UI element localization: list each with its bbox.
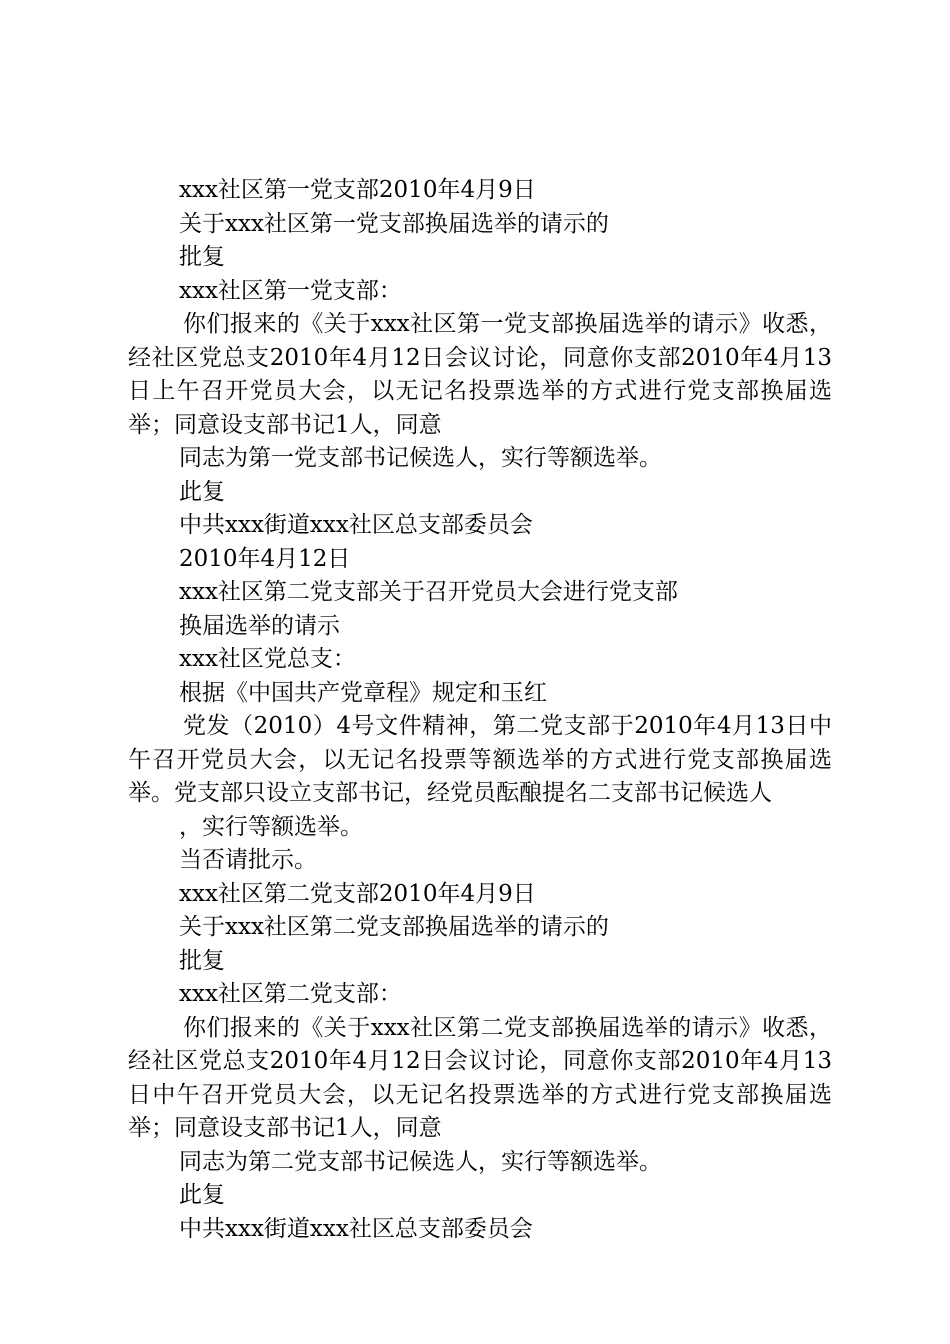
request-title-line-2: 换届选举的请示 [179, 612, 340, 639]
document-body [128, 174, 832, 1246]
reply-title-line-2: 批复 [179, 244, 225, 270]
salutation-branch-1: xxx社区第一党支部： [179, 277, 402, 304]
signature-line-branch-1: xxx社区第一党支部2010年4月9日 [179, 177, 536, 203]
closing-line-1: 此复 [179, 478, 225, 505]
request-body-continuation: ，实行等额选举。 [179, 813, 363, 840]
closing-line-2: 此复 [179, 1182, 225, 1208]
request-body-branch-2: 党发（2010）4号文件精神，第二党支部于2010年4月13日中午召开党员大会，以无记名投票等额选举的方式进行党支部换届选举。党支部只设立支部书记，经党员酝酿提名二支部书记候选人 [128, 713, 832, 806]
candidate-line-branch-1: 同志为第一党支部书记候选人，实行等额选举。 [179, 445, 662, 471]
reply-title-line-3: 关于xxx社区第二党支部换届选举的请示的 [179, 914, 609, 940]
reply-title-line-4: 批复 [179, 947, 225, 974]
request-closing: 当否请批示。 [179, 847, 317, 873]
salutation-general-branch: xxx社区党总支： [179, 646, 356, 672]
candidate-line-branch-2: 同志为第二党支部书记候选人，实行等额选举。 [179, 1148, 662, 1175]
issuer-line-1: 中共xxx街道xxx社区总支部委员会 [179, 512, 533, 538]
signature-line-branch-2: xxx社区第二党支部2010年4月9日 [179, 880, 536, 907]
reply-title-line-1: 关于xxx社区第一党支部换届选举的请示的 [179, 210, 609, 237]
request-body-intro: 根据《中国共产党章程》规定和玉红 [179, 679, 547, 706]
reply-body-branch-2: 你们报来的《关于xxx社区第二党支部换届选举的请示》收悉，经社区党总支2010年4月12日会议讨论，同意你支部2010年4月13日中午召开党员大会，以无记名投票选举的方式进行党支部换届选举；同意设支部书记1人，同意 [128, 1014, 832, 1141]
request-title-line-1: xxx社区第二党支部关于召开党员大会进行党支部 [179, 579, 678, 605]
salutation-branch-2: xxx社区第二党支部： [179, 981, 402, 1007]
issuer-line-2: 中共xxx街道xxx社区总支部委员会 [179, 1215, 533, 1242]
reply-body-branch-1: 你们报来的《关于xxx社区第一党支部换届选举的请示》收悉，经社区党总支2010年4月12日会议讨论，同意你支部2010年4月13日上午召开党员大会，以无记名投票选举的方式进行党支部换届选举；同意设支部书记1人，同意 [128, 311, 832, 438]
date-line-1: 2010年4月12日 [179, 545, 351, 572]
